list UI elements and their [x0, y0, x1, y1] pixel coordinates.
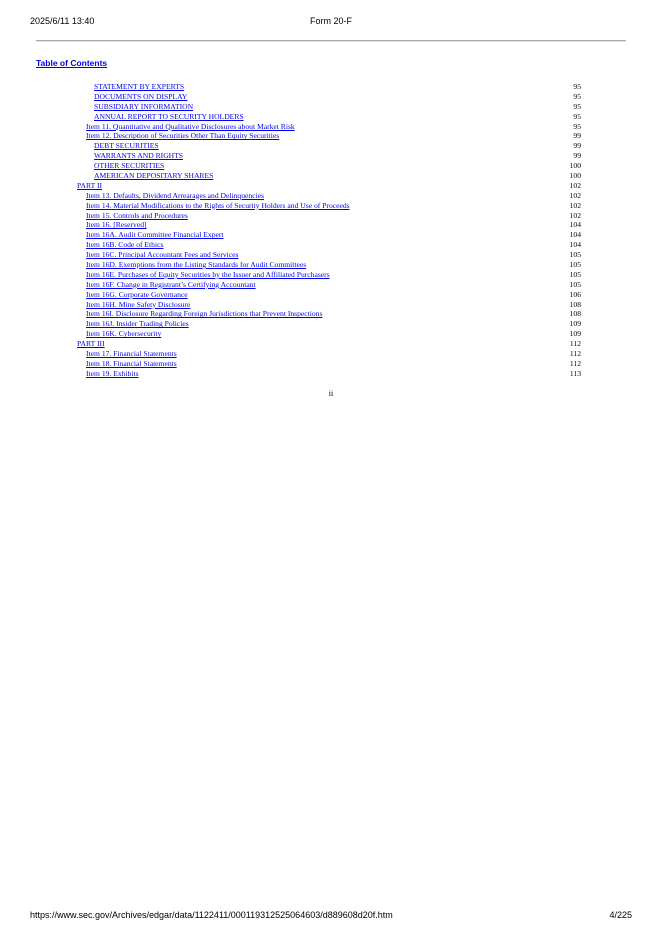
toc-row — [0, 329, 662, 339]
toc-row — [0, 161, 662, 171]
toc-entry-link[interactable]: Item 16. [Reserved] — [86, 220, 147, 230]
toc-row — [0, 151, 662, 161]
print-page-count: 4/225 — [609, 910, 632, 920]
toc-entry-link[interactable]: Item 16H. Mine Safety Disclosure — [86, 299, 191, 309]
toc-page-number: 102 — [569, 210, 581, 220]
toc-row — [0, 369, 662, 379]
toc-page-number: 100 — [569, 161, 581, 171]
toc-page-number: 113 — [569, 368, 581, 378]
toc-page-number: 112 — [569, 358, 581, 368]
toc-row — [0, 319, 662, 329]
toc-row — [0, 290, 662, 300]
toc-page-number: 112 — [569, 349, 581, 359]
toc-page-number: 109 — [569, 319, 581, 329]
toc-row — [0, 250, 662, 260]
toc-entry-link[interactable]: Item 16A. Audit Committee Financial Expert — [86, 230, 224, 240]
toc-page-number: 108 — [569, 309, 581, 319]
toc-entry-link[interactable]: PART III — [77, 339, 105, 349]
header-divider — [36, 40, 626, 42]
toc-row — [0, 92, 662, 102]
toc-row — [0, 339, 662, 349]
toc-entry-link[interactable]: Item 16D. Exemptions from the Listing Standards for Audit Committees — [86, 260, 307, 270]
print-datetime: 2025/6/11 13:40 — [30, 16, 95, 26]
toc-entry-link[interactable]: ANNUAL REPORT TO SECURITY HOLDERS — [94, 111, 244, 121]
toc-page-number: 105 — [569, 279, 581, 289]
toc-entry-link[interactable]: STATEMENT BY EXPERTS — [94, 82, 185, 91]
page-number: ii — [328, 389, 334, 398]
toc-row — [0, 201, 662, 211]
toc-row — [0, 191, 662, 201]
toc-page-number: 109 — [569, 329, 581, 339]
toc-entry-link[interactable]: Item 14. Material Modifications to the Rights of Security Holders and Use of Proceeds — [86, 200, 350, 210]
toc-entry-link[interactable]: Item 12. Description of Securities Other Than Equity Securities — [86, 131, 280, 141]
toc-page-number: 95 — [573, 91, 581, 101]
toc-row — [0, 171, 662, 181]
toc-entry-link[interactable]: Item 16I. Disclosure Regarding Foreign Jurisdictions that Prevent Inspections — [86, 309, 323, 319]
toc-entry-link[interactable]: OTHER SECURITIES — [94, 161, 165, 171]
toc-entry-link[interactable]: Item 16E. Purchases of Equity Securities by the Issuer and Affiliated Purchasers — [86, 269, 330, 279]
toc-row — [0, 349, 662, 359]
toc-row — [0, 211, 662, 221]
print-title: Form 20-F — [309, 16, 352, 26]
toc-page-number: 112 — [569, 339, 581, 349]
toc-page-number: 95 — [573, 101, 581, 111]
toc-entry-link[interactable]: Item 16G. Corporate Governance — [86, 289, 188, 299]
toc-page-number: 108 — [569, 299, 581, 309]
toc-entry-link[interactable]: PART II — [77, 180, 103, 190]
toc-list — [0, 82, 662, 379]
toc-row — [0, 102, 662, 112]
toc-page-number: 102 — [569, 190, 581, 200]
toc-row — [0, 122, 662, 132]
toc-entry-link[interactable]: Item 16J. Insider Trading Policies — [86, 319, 189, 329]
toc-entry-link[interactable]: Item 16F. Change in Registrant’s Certifying Accountant — [86, 279, 256, 289]
toc-page-number: 105 — [569, 269, 581, 279]
toc-row — [0, 270, 662, 280]
toc-entry-link[interactable]: Item 18. Financial Statements — [86, 358, 177, 368]
toc-page-number: 99 — [573, 141, 581, 151]
toc-row — [0, 131, 662, 141]
toc-row — [0, 220, 662, 230]
toc-row — [0, 112, 662, 122]
table-of-contents-link[interactable]: Table of Contents — [36, 58, 108, 68]
toc-page-number: 104 — [569, 240, 581, 250]
toc-entry-link[interactable]: DOCUMENTS ON DISPLAY — [94, 91, 188, 101]
toc-page-number: 104 — [569, 220, 581, 230]
toc-page-number: 106 — [569, 289, 581, 299]
toc-entry-link[interactable]: SUBSIDIARY INFORMATION — [94, 101, 194, 111]
toc-entry-link[interactable]: DEBT SECURITIES — [94, 141, 159, 151]
toc-entry-link[interactable]: Item 16C. Principal Accountant Fees and Services — [86, 250, 239, 260]
toc-page-number: 105 — [569, 250, 581, 260]
toc-row — [0, 359, 662, 369]
toc-row — [0, 82, 662, 92]
toc-page-number: 99 — [573, 131, 581, 141]
toc-page-number: 99 — [573, 151, 581, 161]
toc-page-number: 95 — [573, 111, 581, 121]
toc-entry-link[interactable]: Item 16B. Code of Ethics — [86, 240, 164, 250]
toc-row — [0, 300, 662, 310]
toc-row — [0, 309, 662, 319]
toc-row — [0, 260, 662, 270]
toc-row — [0, 141, 662, 151]
toc-page-number: 102 — [569, 180, 581, 190]
toc-page-number: 105 — [569, 260, 581, 270]
toc-row — [0, 240, 662, 250]
print-url: https://www.sec.gov/Archives/edgar/data/1122411/000119312525064603/d889608d20f.htm — [30, 910, 393, 920]
toc-entry-link[interactable]: Item 16K. Cybersecurity — [86, 329, 162, 339]
toc-entry-link[interactable]: Item 17. Financial Statements — [86, 349, 177, 359]
toc-row — [0, 181, 662, 191]
toc-page-number: 95 — [573, 82, 581, 91]
toc-entry-link[interactable]: Item 13. Defaults, Dividend Arrearages and Delinquencies — [86, 190, 264, 200]
toc-page-number: 102 — [569, 200, 581, 210]
toc-page-number: 95 — [573, 121, 581, 131]
toc-entry-link[interactable]: WARRANTS AND RIGHTS — [94, 151, 184, 161]
toc-entry-link[interactable]: Item 15. Controls and Procedures — [86, 210, 188, 220]
toc-entry-link[interactable]: Item 11. Quantitative and Qualitative Disclosures about Market Risk — [86, 121, 295, 131]
toc-page-number: 104 — [569, 230, 581, 240]
toc-entry-link[interactable]: Item 19. Exhibits — [86, 368, 139, 378]
toc-entry-link[interactable]: AMERICAN DEPOSITARY SHARES — [94, 171, 214, 181]
toc-row — [0, 280, 662, 290]
toc-row — [0, 230, 662, 240]
toc-page-number: 100 — [569, 171, 581, 181]
